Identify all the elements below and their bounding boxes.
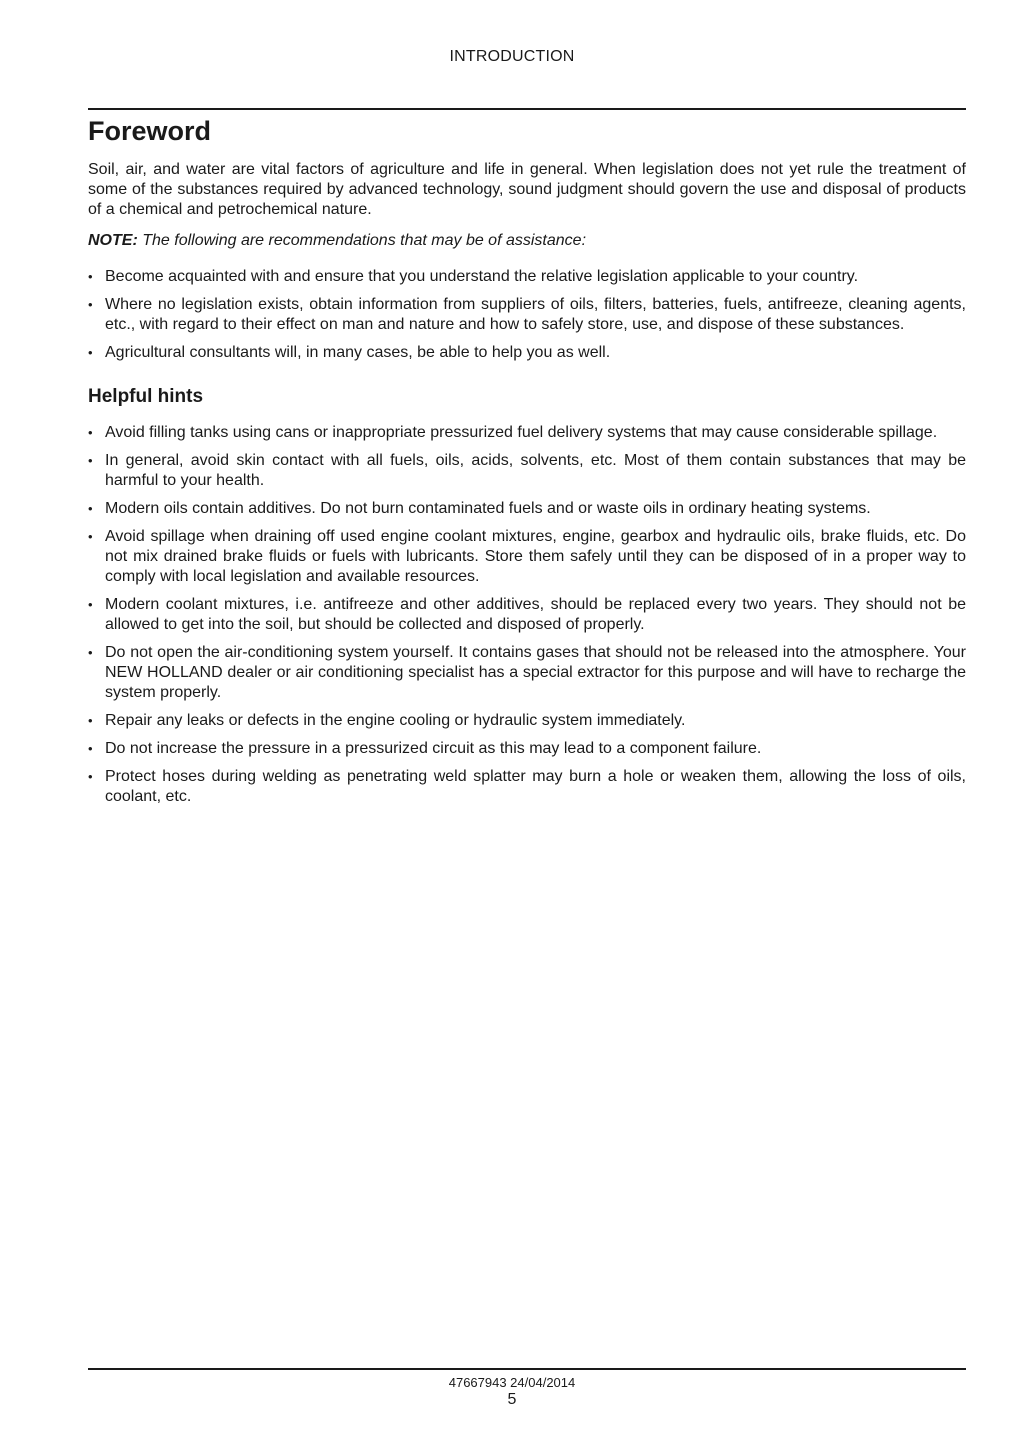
- list-item: [88, 595, 966, 635]
- note-text: The following are recommendations that may be of assistance:: [137, 232, 587, 249]
- list-item-text: Avoid spillage when draining off used engine coolant mixtures, engine, gearbox and hydraulic oils, brake fluids, etc. Do not mix drained brake fluids or fuels with lubricants. Store them safely until they can be disposed of in a proper way to comply with local legislation and available resources.: [105, 528, 966, 585]
- footer-rule: [88, 1368, 966, 1370]
- list-item: [88, 767, 966, 807]
- list-item-text: Where no legislation exists, obtain information from suppliers of oils, filters, batteries, fuels, antifreeze, cleaning agents, etc., with regard to their effect on man and nature and how to safely store, use, and dispose of these substances.: [105, 296, 966, 333]
- list-item: [88, 451, 966, 491]
- bullet-marker: •: [88, 645, 93, 660]
- bullet-marker: •: [88, 769, 93, 784]
- header-rule: [88, 108, 966, 110]
- bullet-marker: •: [88, 713, 93, 728]
- page-number: 5: [507, 1391, 517, 1408]
- list-item-text: Do not increase the pressure in a pressurized circuit as this may lead to a component failure.: [105, 740, 762, 757]
- list-item: [88, 739, 966, 759]
- list-item-text: Modern coolant mixtures, i.e. antifreeze and other additives, should be replaced every two years. They should not be allowed to get into the soil, but should be collected and disposed of properly.: [105, 596, 966, 633]
- bullet-marker: •: [88, 597, 93, 612]
- foreword-title: Foreword: [88, 116, 212, 146]
- bullet-marker: •: [88, 529, 93, 544]
- document-reference: 47667943 24/04/2014: [448, 1375, 576, 1390]
- bullet-marker: •: [88, 345, 93, 360]
- list-item: [88, 527, 966, 587]
- running-header: INTRODUCTION: [449, 48, 575, 65]
- bullet-marker: •: [88, 453, 93, 468]
- list-item: [88, 423, 966, 443]
- bullet-marker: •: [88, 425, 93, 440]
- note-label: NOTE:: [88, 232, 138, 249]
- list-item-text: Do not open the air-conditioning system yourself. It contains gases that should not be released into the atmosphere. Your NEW HOLLAND dealer or air conditioning specialist has a special extractor for this purpose and will have to recharge the system properly.: [105, 644, 966, 701]
- list-item-text: Agricultural consultants will, in many cases, be able to help you as well.: [105, 344, 611, 361]
- list-item-text: Become acquainted with and ensure that you understand the relative legislation applicable to your country.: [105, 268, 859, 285]
- list-item-text: Avoid filling tanks using cans or inappropriate pressurized fuel delivery systems that may cause considerable spillage.: [105, 424, 938, 441]
- foreword-intro: Soil, air, and water are vital factors of agriculture and life in general. When legislation does not yet rule the treatment of some of the substances required by advanced technology, sound judgment should govern the use and disposal of products of a chemical and petrochemical nature.: [88, 161, 966, 218]
- bullet-marker: •: [88, 741, 93, 756]
- list-item-text: In general, avoid skin contact with all fuels, oils, acids, solvents, etc. Most of them contain substances that may be harmful to your health.: [105, 452, 966, 489]
- list-item: [88, 343, 966, 363]
- helpful-hints-list: [88, 423, 966, 807]
- bullet-marker: •: [88, 297, 93, 312]
- foreword-bullet-list: [88, 267, 966, 363]
- list-item: [88, 295, 966, 335]
- page-content: [88, 114, 966, 815]
- bullet-marker: •: [88, 501, 93, 516]
- list-item: [88, 499, 966, 519]
- list-item: [88, 711, 966, 731]
- bullet-marker: •: [88, 269, 93, 284]
- list-item: [88, 643, 966, 703]
- note-paragraph: [88, 231, 966, 251]
- list-item: [88, 267, 966, 287]
- list-item-text: Repair any leaks or defects in the engine cooling or hydraulic system immediately.: [105, 712, 686, 729]
- list-item-text: Protect hoses during welding as penetrating weld splatter may burn a hole or weaken them, allowing the loss of oils, coolant, etc.: [105, 768, 966, 805]
- helpful-hints-title: Helpful hints: [88, 386, 204, 407]
- list-item-text: Modern oils contain additives. Do not burn contaminated fuels and or waste oils in ordinary heating systems.: [105, 500, 871, 517]
